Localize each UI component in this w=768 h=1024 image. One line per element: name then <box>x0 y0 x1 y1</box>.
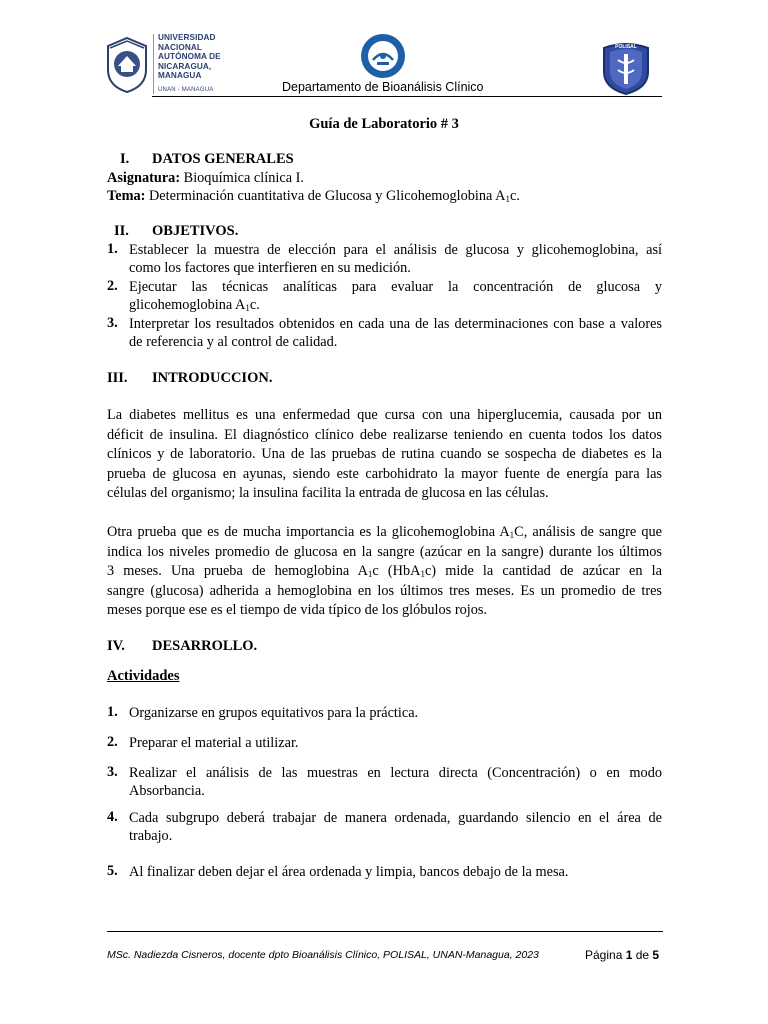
footer-author: MSc. Nadiezda Cisneros, docente dpto Bioanálisis Clínico, POLISAL, UNAN-Managua, 2023 <box>107 949 539 961</box>
university-sub: UNAN - MANAGUA <box>158 87 214 93</box>
polisal-logo <box>598 38 654 96</box>
intro-paragraph-1: La diabetes mellitus es una enfermedad que cursa con una hiperglucemia, causada por un déficit de insulina. El diagnóstico clínico debe realizarse teniendo en cuenta todos los datos clínicos y de laboratorio. Una de las pruebas de rutina cuando se sospecha de diabetes es la prueba de glucosa en ayunas, siendo este carbohidrato la mayor fuente de energía para las células del organismo; la insulina facilita la entrada de glucosa en las células. <box>107 407 662 501</box>
polisal-logo-text: POLISAL <box>615 44 637 50</box>
page-number: Página 1 de 5 <box>585 948 660 962</box>
activities-heading: Actividades <box>107 668 180 684</box>
department-title: Departamento de Bioanálisis Clínico <box>282 80 484 94</box>
page-title: Guía de Laboratorio # 3 <box>309 116 459 132</box>
department-logo <box>359 32 407 80</box>
university-name: UNIVERSIDAD NACIONAL AUTÓNOMA DE NICARAGUA, MANAGUA <box>158 33 221 80</box>
header-rule <box>152 96 662 97</box>
unan-seal-logo <box>104 36 150 94</box>
header-divider <box>153 34 154 94</box>
footer-rule <box>107 931 663 932</box>
tema-line: Tema: Determinación cuantitativa de Glucosa y Glicohemoglobina $A_1c$. <box>107 188 520 204</box>
intro-paragraph-2: Otra prueba que es de mucha importancia es la glicohemoglobina $A_1C$, análisis de sangre que indica los niveles promedio de glucosa en la sangre (azúcar en la sangre) durante los últimos 3 meses. Una prueba de hemoglobina $A_1c$ (HbA$_1$c) mide la cantidad de azúcar en la sangre (glucosa) adherida a hemoglobina en los últimos tres meses. Es un promedio de tres meses porque ese es el tiempo de vida típico de los glóbulos rojos. <box>107 524 662 618</box>
asignatura-line: Asignatura: Bioquímica clínica I. <box>107 170 304 186</box>
document-page: UNIVERSIDAD NACIONAL AUTÓNOMA DE NICARAGUA, MANAGUA UNAN - MANAGUA Departamento de Bioanálisis Clínico POLISAL Guía de Laboratorio # 3 I. DATOS GENERALES Asignatura: Bioquímica clínica I. Tema: Determinación cuantitativa de Glucosa y Glicohemoglobina $A_1c$. II. OBJETIVOS. 1. Establecer la muestra de elección para el análisis de glucosa y glicohemoglobina, así como los factores que interfieren en su medición. 2. Ejecutar las técnicas analíticas para evaluar la concentración de glucosa y glicohemoglobina $A_1c$. 3. Interpretar los resultados obtenidos en cada una de las determinaciones con base a valores de referencia y al control de calidad. III. INTRODUCCION. La diabetes mellitus es una enfermedad que cursa con una hiperglucemia, causada por un déficit de insulina. El diagnóstico clínico debe realizarse teniendo en cuenta todos los datos clínicos y de laboratorio. Una de las pruebas de rutina cuando se sospecha de diabetes es la prueba de glucosa en ayunas, siendo este carbohidrato la mayor fuente de energía para las células del organismo; la insulina facilita la entrada de glucosa en las células. Otra prueba que es de mucha importancia es la glicohemoglobina $A_1C$, análisis de sangre que indica los niveles promedio de glucosa en la sangre (azúcar en la sangre) durante los últimos 3 meses. Una prueba de hemoglobina $A_1c$ (HbA$_1$c) mide la cantidad de azúcar en la sangre (glucosa) adherida a hemoglobina en los últimos tres meses. Es un promedio de tres meses porque ese es el tiempo de vida típico de los glóbulos rojos. IV. DESARROLLO. Actividades 1. Organizarse en grupos equitativos para la práctica. 2. Preparar el material a utilizar. 3. Realizar el análisis de las muestras en lectura directa (Concentración) o en modo Absorbancia. 4. Cada subgrupo deberá trabajar de manera ordenada, guardando silencio en el área de trabajo. 5. Al finalizar deben dejar el área ordenada y limpia, bancos debajo de la mesa. MSc. Nadiezda Cisneros, docente dpto Bioanálisis Clínico, POLISAL, UNAN-Managua, 2023 Página 1 de 5 <box>0 0 768 1024</box>
